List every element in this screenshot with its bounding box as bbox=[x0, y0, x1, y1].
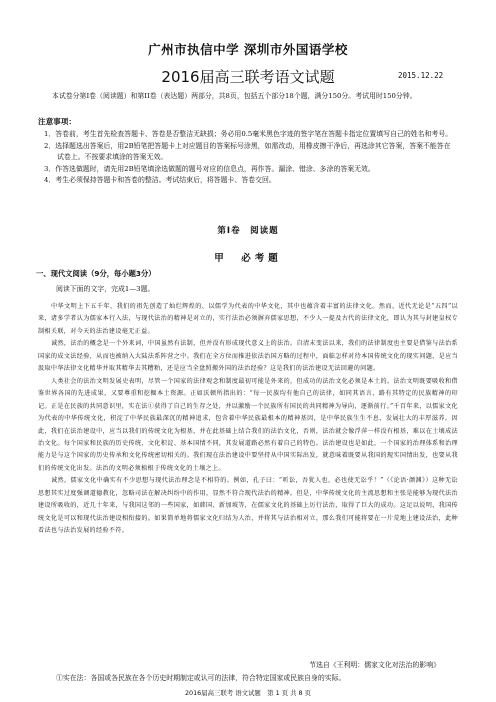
question-instruction: 阅读下面的文字，完成1—3题。 bbox=[56, 285, 155, 293]
notice-item: 2．选择题选出答案后，用2B铅笔把答题卡上对应题目的答案标号涂黑，如需改动，用橡皮擦干净后，再选涂其它答案，答案不能答在试卷上。不按要求填涂的答案无效。 bbox=[44, 141, 451, 161]
notice-item: 1．答卷前，考生首先检查答题卡、答卷是否整洁无缺损；务必用0.5毫米黑色字迹的签字笔在答题卡指定位置填写自己的姓名和考号。 bbox=[44, 130, 453, 138]
notice-heading: 注意事项： bbox=[38, 117, 76, 126]
page-footer: 2016届高三联考 语文试题 第 1 页 共 8 页 bbox=[184, 689, 312, 697]
passage-paragraph: 诚然，法治的概念是一个外来词，中国虽然有法制，但并没有形成现代意义上的法治。自清末变法以来，我们的法律制度也主要是借鉴与法治系国家的成文法经验，从而也被纳入大陆法系阵营之中。我们在全方位而推进依法治国方略的过程中，面临怎样对待本国传统文化的现实问题，是应当汲取中华法律文化精华并取其精华去其糟粕，还是应当全盘照搬外国的法治经验？这是我们的法治建设无法回避的问题。 bbox=[38, 340, 458, 373]
passage-source: 节选自《王利明：儒家文化对法治的影响》 bbox=[309, 661, 440, 669]
notice-item: 4．考生必须保持答题卡和答卷的整洁。考试结束后，将答题卡、答卷交回。 bbox=[44, 176, 276, 184]
passage-paragraph: 诚然，儒家文化中确实有不少思想与现代法治理念是不相符的。例如，孔子曰：“听讼，吾犹人也，必也使无讼乎！”（《论语·颜渊》）这种无讼思想其实过度强调道德教化，忽略司法在解决纠纷中的作用，显然不符合现代法治的精神。但是，中华传统文化的主流思想和主张是能够为现代法治建设所吸收的，近几十年来，与我国这邻的一些国家，如韩国、新加坡等，在儒家文化的基础上厉行法治，取得了巨大的成功。这足以说明，我国传统文化是可以和现代法治建设相衔接的。如果简单地将儒家文化归结为人治，并将其与法治相对立，那么我们可能将要在一片荒地上建设法治，此种看法也与法治发展的经验不符。 bbox=[38, 477, 458, 535]
part-title: 第Ⅰ卷 阅读题 bbox=[217, 226, 279, 236]
exam-intro: 本试卷分第I卷（阅读题）和第II卷（表达题）两部分，共8页，包括五个部分18个题，满分150分。考试用时150分钟。 bbox=[52, 92, 417, 100]
exam-title: 2016届高三联考语文试题 bbox=[161, 68, 335, 86]
school-names: 广州市执信中学 深圳市外国语学校 bbox=[148, 42, 348, 57]
question-heading: 一、现代文阅读（9分，每小题3分） bbox=[36, 269, 156, 278]
reading-passage bbox=[38, 301, 458, 538]
footnote: ①实在法：各国或各民族在各个历史时期制定或认可的法律，符合特定国家或民族自身的实际。 bbox=[56, 674, 346, 682]
section-title: 甲 必考题 bbox=[214, 253, 282, 264]
notice-item: 3．作答选做题时，请先用2B铅笔填涂选做题的题号对应的信息点，再作答。漏涂、错涂、多涂的答案无效。 bbox=[44, 164, 375, 173]
exam-date: 2015.12.22 bbox=[398, 71, 444, 80]
passage-paragraph: 中华文明上下五千年，我们的祖先创造了灿烂辉煌的、以儒学为代表的中华文化，其中也蕴含着丰富的法律文化。然而，近代无论是“五四”以来，诸多学者认为儒家本行入法，与现代法治的精神是对立的，实行法治必须摒弃儒家思想，不少人一提及古代的法律文化，即认为其与封建皇权专制相关联，对今天的法治建设毫无正益。 bbox=[38, 303, 458, 335]
notice-list bbox=[44, 129, 457, 187]
passage-paragraph: 人类社会的法治文明发展史表明，尽管一个国家的法律观念和制度最初可能是外来的，但成功的法治文化必须是本土的。法治文明既要吸收和借鉴世界各国的先进成果，又要尊重和挖掘本土资源。正如沃顿所指出的：“每一民族均有他自己的法律，如同其语言，路有其特定的民族精神的印记。正是在民族的共同意识里，实在法①获得了自己的生存之处，并以激励一个民族所有国民的共同精神为导向，逐渐前行。”千百年来，以儒家文化为代表的中华传统文化，积淀了中华民族最深沉的精神追求，包含着中华民族最根本的精神基因，是中华民族生生不息、发展壮大的丰厚滋养。因此，我们在法治建设中，应当以我们的传统文化为根基，并在此基础上结合我们的法治文化，否则，法治就会像浮萍一样没有根基，难以在土壤成法治文化。每个国家和民族的历史传统、文化积淀、基本国情不同，其发展道路必然有着自己的特色。法治建设也是如此，一个国家的治理体系和治理能力是与这个国家的历史传承和文化传统密切相关的。我们现在法治建设中要坚持从中国实际出发，就意味着既要从我国的现实国情出发，也要从我们的传统文化出发。法治的文明必须植根于传统文化的土壤之上。 bbox=[38, 377, 458, 472]
